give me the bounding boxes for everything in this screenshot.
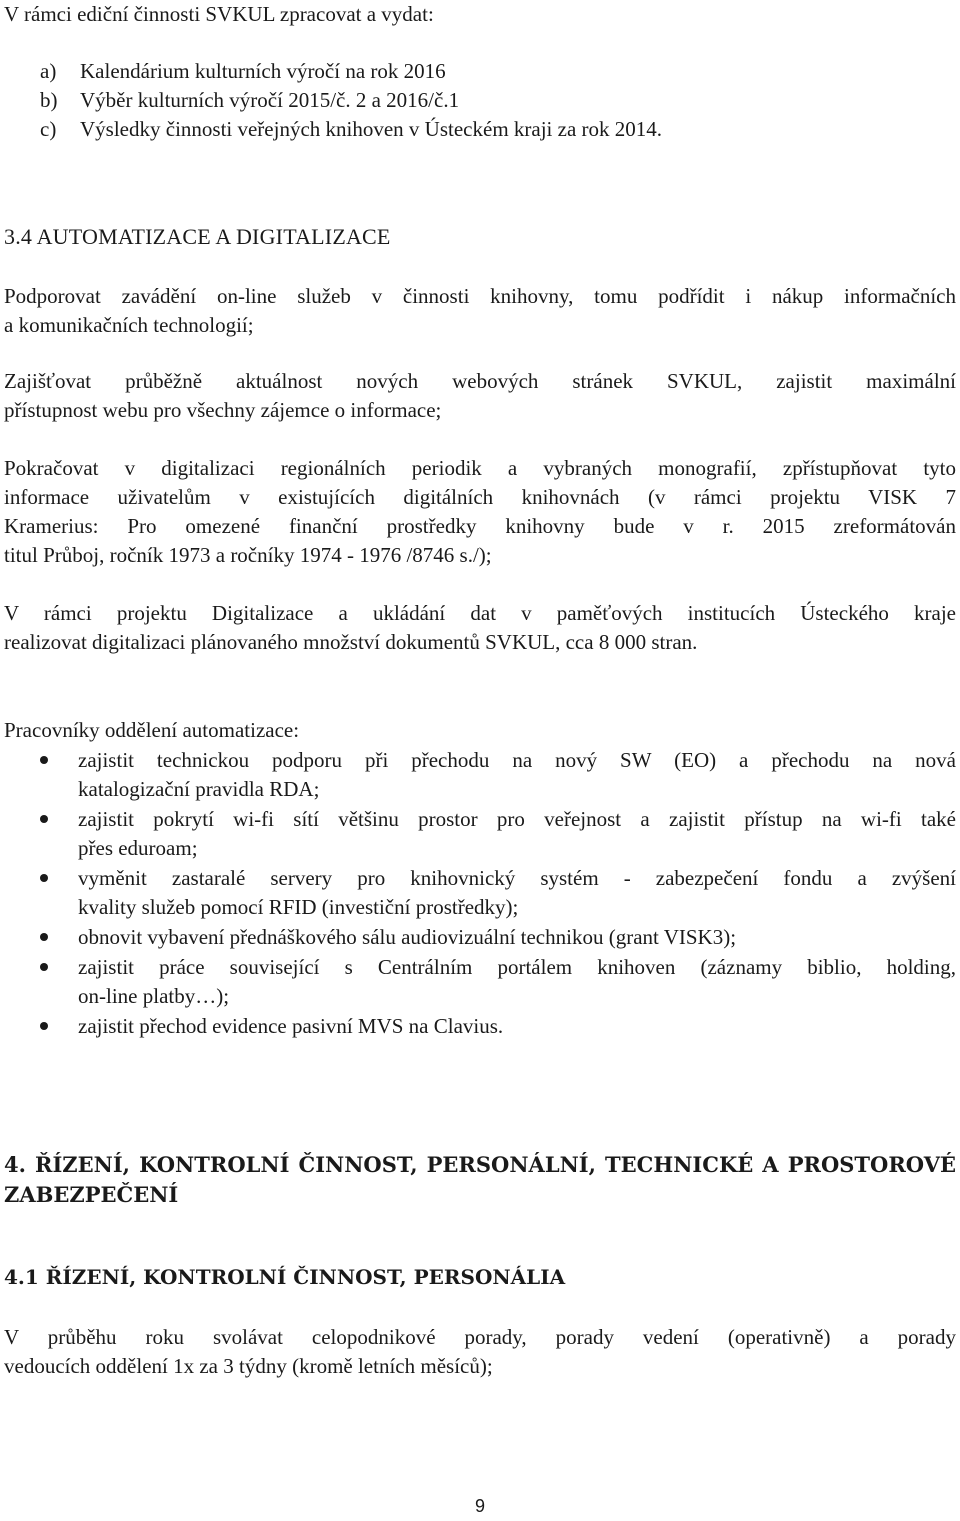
bullet-line: kvality služeb pomocí RFID (investiční prostředky); [78,895,519,919]
heading-line: ZABEZPEČENÍ [4,1182,179,1207]
section-heading-4-1: 4.1 ŘÍZENÍ, KONTROLNÍ ČINNOST, PERSONÁLIA [4,1265,566,1289]
list-item-label: a) [40,59,57,83]
bullet-line: zajistit pokrytí wi-fi sítí většinu prostor pro veřejnost a zajistit přístup na wi-fi také [78,807,956,831]
paragraph-line: Kramerius: Pro omezené finanční prostředky knihovny bude v r. 2015 zreformátován [4,514,956,538]
bullet-icon [40,963,48,971]
paragraph-line: V průběhu roku svolávat celopodnikové porady, porady vedení (operativně) a porady [4,1325,956,1349]
paragraph-meetings [4,1323,956,1381]
paragraph-line: titul Průboj, ročník 1973 a ročníky 1974 - 1976 /8746 s./); [4,543,492,567]
list-item-label: b) [40,88,58,112]
bullet-item [40,1012,956,1041]
list-item-text: Výběr kulturních výročí 2015/č. 2 a 2016/č.1 [80,88,460,112]
list-item-label: c) [40,117,57,141]
bullet-line: přes eduroam; [78,836,198,860]
bullet-line: zajistit přechod evidence pasivní MVS na Clavius. [78,1014,504,1038]
paragraph-project [4,599,956,657]
bullet-line: on-line platby…); [78,984,230,1008]
bullet-item [40,746,956,804]
list-item-text: Kalendárium kulturních výročí na rok 2016 [80,59,446,83]
paragraph-line: V rámci projektu Digitalizace a ukládání dat v paměťových institucích Ústeckého kraje [4,601,956,625]
intro-text [4,0,956,29]
bullet-item [40,805,956,863]
section-heading-4 [4,1150,956,1210]
section-heading-3-4: 3.4 AUTOMATIZACE A DIGITALIZACE [4,224,391,249]
publication-list [40,57,940,144]
bullet-line: vyměnit zastaralé servery pro knihovnický systém - zabezpečení fondu a zvýšení [78,866,956,890]
paragraph-digitalization [4,454,956,570]
bullet-line: zajistit práce související s Centrálním portálem knihoven (záznamy biblio, holding, [78,955,956,979]
bullet-line: zajistit technickou podporu při přechodu na nový SW (EO) a přechodu na nová [78,748,956,772]
paragraph-line: realizovat digitalizaci plánovaného množství dokumentů SVKUL, cca 8 000 stran. [4,630,698,654]
list-item [40,86,940,115]
bullet-icon [40,874,48,882]
page-number: 9 [474,1496,485,1516]
paragraph-line: a komunikačních technologií; [4,313,254,337]
bullet-icon [40,1022,48,1030]
bullet-icon [40,933,48,941]
bullet-line: obnovit vybavení přednáškového sálu audiovizuální technikou (grant VISK3); [78,925,737,949]
paragraph-line: vedoucích oddělení 1x za 3 týdny (kromě letních měsíců); [4,1354,493,1378]
paragraph-web [4,367,956,425]
bullet-icon [40,815,48,823]
heading-line: 4. ŘÍZENÍ, KONTROLNÍ ČINNOST, PERSONÁLNÍ, TECHNICKÉ A PROSTOROVÉ [4,1152,956,1177]
paragraph-staff-intro [4,716,956,745]
intro-line: V rámci ediční činnosti SVKUL zpracovat a vydat: [4,2,434,26]
paragraph-line: Podporovat zavádění on-line služeb v činnosti knihovny, tomu podřídit i nákup informačních [4,284,956,308]
paragraph-line: Pokračovat v digitalizaci regionálních periodik a vybraných monografií, zpřístupňovat tyto [4,456,956,480]
list-item [40,57,940,86]
bullet-item [40,953,956,1011]
bullet-line: katalogizační pravidla RDA; [78,777,320,801]
paragraph-line: informace uživatelům v existujících digitálních knihovnách (v rámci projektu VISK 7 [4,485,956,509]
task-bullet-list [40,746,956,1042]
paragraph-line: Pracovníky oddělení automatizace: [4,718,300,742]
paragraph-line: Zajišťovat průběžně aktuálnost nových webových stránek SVKUL, zajistit maximální [4,369,956,393]
list-item [40,115,940,144]
list-item-text: Výsledky činnosti veřejných knihoven v Ústeckém kraji za rok 2014. [80,117,663,141]
bullet-item [40,923,956,952]
bullet-icon [40,756,48,764]
bullet-item [40,864,956,922]
paragraph-online-services [4,282,956,340]
paragraph-line: přístupnost webu pro všechny zájemce o informace; [4,398,442,422]
